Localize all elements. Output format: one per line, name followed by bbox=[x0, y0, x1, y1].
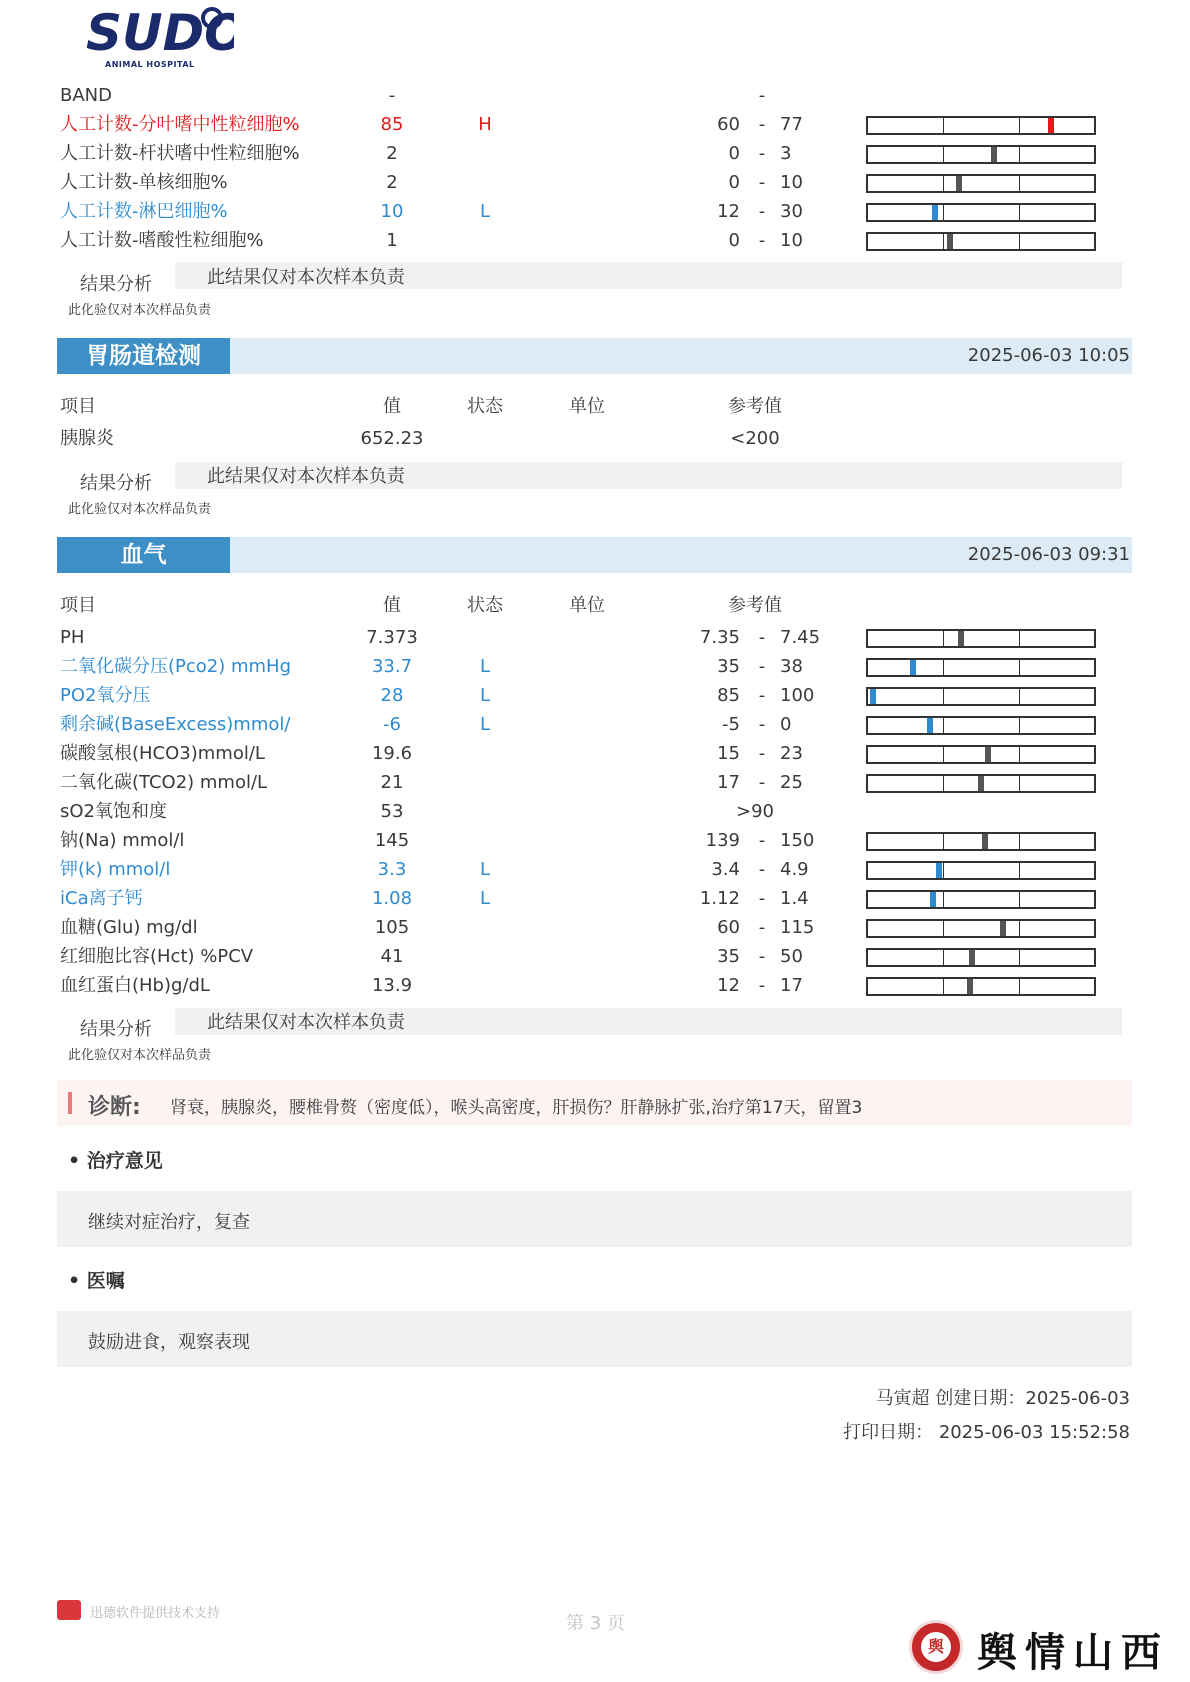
ref-sep: - bbox=[758, 85, 766, 106]
bloodgas-section-title: 血气 bbox=[57, 537, 230, 573]
ref-high: 10 bbox=[780, 230, 803, 251]
range-divider bbox=[943, 892, 944, 907]
bloodgas-header-value: 值 bbox=[383, 595, 401, 616]
range-indicator-bar bbox=[866, 919, 1096, 938]
ref-high: 77 bbox=[780, 114, 803, 135]
range-indicator-bar bbox=[866, 116, 1096, 135]
gi-analysis-text: 此结果仅对本次样本负责 bbox=[207, 466, 405, 487]
test-name: 人工计数-单核细胞% bbox=[60, 172, 228, 193]
test-name: BAND bbox=[60, 85, 112, 106]
range-divider bbox=[1019, 863, 1020, 878]
test-name: 血糖(Glu) mg/dl bbox=[60, 917, 198, 938]
diagnosis-accent-bar bbox=[68, 1092, 72, 1114]
test-value: 28 bbox=[380, 685, 404, 706]
range-indicator-bar bbox=[866, 232, 1096, 251]
range-divider bbox=[943, 660, 944, 675]
ref-high: 4.9 bbox=[780, 859, 809, 880]
range-indicator-bar bbox=[866, 890, 1096, 909]
test-value: 53 bbox=[380, 801, 404, 822]
ref-high: 23 bbox=[780, 743, 803, 764]
ref-high: 150 bbox=[780, 830, 815, 851]
gi-header-ref: 参考值 bbox=[728, 396, 782, 417]
creator-line: 马寅超 创建日期：2025-06-03 bbox=[875, 1388, 1130, 1409]
ref-low: 0 bbox=[728, 172, 740, 193]
ref-high: 38 bbox=[780, 656, 803, 677]
ref-sep: - bbox=[758, 114, 766, 135]
range-marker bbox=[936, 863, 942, 878]
test-name: 人工计数-嗜酸性粒细胞% bbox=[60, 230, 264, 251]
ref-low: 17 bbox=[717, 772, 740, 793]
test-value: 13.9 bbox=[371, 975, 413, 996]
ref-high: 7.45 bbox=[780, 627, 821, 648]
test-status: L bbox=[479, 656, 491, 677]
test-name: 剩余碱(BaseExcess)mmol/ bbox=[60, 714, 291, 735]
test-value: 1.08 bbox=[371, 888, 413, 909]
range-marker bbox=[967, 979, 973, 994]
ref-sep: - bbox=[758, 946, 766, 967]
gi-row-value: 652.23 bbox=[360, 428, 424, 449]
test-status: L bbox=[479, 888, 491, 909]
bloodgas-header-item: 项目 bbox=[60, 595, 96, 616]
range-divider bbox=[1019, 950, 1020, 965]
ref-low: 7.35 bbox=[699, 627, 740, 648]
range-divider bbox=[943, 689, 944, 704]
test-value: - bbox=[388, 85, 396, 106]
ref-low: 60 bbox=[717, 114, 740, 135]
test-value: 85 bbox=[380, 114, 404, 135]
advice-text: 鼓励进食，观察表现 bbox=[88, 1332, 250, 1353]
test-name: iCa离子钙 bbox=[60, 888, 143, 909]
ref-sep: - bbox=[758, 859, 766, 880]
range-divider bbox=[1019, 689, 1020, 704]
range-divider bbox=[1019, 631, 1020, 646]
gi-header-unit: 单位 bbox=[569, 396, 605, 417]
range-divider bbox=[1019, 118, 1020, 133]
range-marker bbox=[930, 892, 936, 907]
range-marker bbox=[958, 631, 964, 646]
ref-low: 1.12 bbox=[699, 888, 740, 909]
test-value: 3.3 bbox=[377, 859, 407, 880]
ref-low: 60 bbox=[717, 917, 740, 938]
brand-seal-inner: 舆 bbox=[921, 1632, 951, 1662]
range-marker bbox=[910, 660, 916, 675]
test-name: 人工计数-杆状嗜中性粒细胞% bbox=[60, 143, 300, 164]
ref-low: 0 bbox=[728, 143, 740, 164]
ref-sep: - bbox=[758, 830, 766, 851]
range-marker bbox=[978, 776, 984, 791]
cbc-note: 此化验仅对本次样品负责 bbox=[68, 303, 212, 318]
bloodgas-note: 此化验仅对本次样品负责 bbox=[68, 1048, 212, 1063]
advice-heading-text: 医嘱 bbox=[86, 1270, 125, 1292]
range-divider bbox=[943, 863, 944, 878]
treatment-text: 继续对症治疗，复查 bbox=[88, 1212, 250, 1233]
ref-sep: - bbox=[758, 627, 766, 648]
ref-high: 10 bbox=[780, 172, 803, 193]
print-date-line: 打印日期： 2025-06-03 15:52:58 bbox=[843, 1422, 1130, 1443]
range-indicator-bar bbox=[866, 716, 1096, 735]
test-name: 红细胞比容(Hct) %PCV bbox=[60, 946, 254, 967]
test-status: L bbox=[479, 859, 491, 880]
ref-high: 25 bbox=[780, 772, 803, 793]
range-divider bbox=[943, 747, 944, 762]
ref-high: 1.4 bbox=[780, 888, 809, 909]
ref-high: 3 bbox=[780, 143, 792, 164]
range-marker bbox=[982, 834, 988, 849]
treatment-heading: • 治疗意见 bbox=[68, 1150, 163, 1172]
ref-low: 85 bbox=[717, 685, 740, 706]
test-status: L bbox=[479, 685, 491, 706]
range-divider bbox=[1019, 747, 1020, 762]
brand-watermark: 舆情山西 bbox=[977, 1629, 1169, 1676]
test-value: 145 bbox=[374, 830, 410, 851]
test-value: 2 bbox=[386, 172, 398, 193]
bloodgas-analysis-text: 此结果仅对本次样本负责 bbox=[207, 1012, 405, 1033]
ref-high: 115 bbox=[780, 917, 815, 938]
test-name: PO2氧分压 bbox=[60, 685, 151, 706]
range-divider bbox=[943, 718, 944, 733]
ref-sep: - bbox=[758, 172, 766, 193]
range-divider bbox=[943, 118, 944, 133]
bloodgas-analysis-label: 结果分析 bbox=[80, 1019, 152, 1040]
ref-sep: - bbox=[758, 772, 766, 793]
bloodgas-header-status: 状态 bbox=[467, 595, 503, 616]
logo-subtitle: ANIMAL HOSPITAL bbox=[105, 60, 195, 69]
ref-single: >90 bbox=[736, 801, 774, 822]
test-name: 二氧化碳分压(Pco2) mmHg bbox=[60, 656, 292, 677]
ref-low: 0 bbox=[728, 230, 740, 251]
gi-row-name: 胰腺炎 bbox=[60, 428, 114, 449]
test-name: 血红蛋白(Hb)g/dL bbox=[60, 975, 210, 996]
range-marker bbox=[947, 234, 953, 249]
ref-high: 50 bbox=[780, 946, 803, 967]
range-divider bbox=[1019, 776, 1020, 791]
ref-low: 3.4 bbox=[711, 859, 740, 880]
ref-low: 35 bbox=[717, 656, 740, 677]
treatment-heading-text: 治疗意见 bbox=[86, 1150, 163, 1172]
range-divider bbox=[943, 979, 944, 994]
range-divider bbox=[943, 234, 944, 249]
range-marker bbox=[956, 176, 962, 191]
test-name: sO2氧饱和度 bbox=[60, 801, 167, 822]
gi-header-value: 值 bbox=[383, 396, 401, 417]
range-marker bbox=[985, 747, 991, 762]
ref-sep: - bbox=[758, 975, 766, 996]
ref-sep: - bbox=[758, 656, 766, 677]
cbc-analysis-text: 此结果仅对本次样本负责 bbox=[207, 267, 405, 288]
range-indicator-bar bbox=[866, 774, 1096, 793]
ref-low: 12 bbox=[717, 975, 740, 996]
ref-low: 12 bbox=[717, 201, 740, 222]
test-value: 105 bbox=[374, 917, 410, 938]
range-indicator-bar bbox=[866, 145, 1096, 164]
test-value: 2 bbox=[386, 143, 398, 164]
advice-heading: • 医嘱 bbox=[68, 1270, 125, 1292]
ref-high: 30 bbox=[780, 201, 803, 222]
range-divider bbox=[943, 834, 944, 849]
gi-header-status: 状态 bbox=[467, 396, 503, 417]
range-marker bbox=[1000, 921, 1006, 936]
gi-analysis-label: 结果分析 bbox=[80, 473, 152, 494]
range-indicator-bar bbox=[866, 977, 1096, 996]
range-divider bbox=[943, 776, 944, 791]
test-value: 10 bbox=[380, 201, 404, 222]
range-indicator-bar bbox=[866, 174, 1096, 193]
range-indicator-bar bbox=[866, 832, 1096, 851]
range-divider bbox=[1019, 176, 1020, 191]
range-marker bbox=[969, 950, 975, 965]
test-name: 人工计数-淋巴细胞% bbox=[60, 201, 228, 222]
page-number: 第 3 页 bbox=[566, 1613, 625, 1634]
ref-low: 15 bbox=[717, 743, 740, 764]
test-name: 人工计数-分叶嗜中性粒细胞% bbox=[60, 114, 300, 135]
test-name: 二氧化碳(TCO2) mmol/L bbox=[60, 772, 268, 793]
test-name: PH bbox=[60, 627, 85, 648]
logo-wordmark: SUDO bbox=[86, 4, 234, 62]
range-divider bbox=[943, 631, 944, 646]
range-marker bbox=[927, 718, 933, 733]
ref-high: 17 bbox=[780, 975, 803, 996]
range-divider bbox=[943, 147, 944, 162]
ref-low: -5 bbox=[722, 714, 740, 735]
gi-section-datetime: 2025-06-03 10:05 bbox=[967, 345, 1130, 366]
ref-sep: - bbox=[758, 143, 766, 164]
bloodgas-section-datetime: 2025-06-03 09:31 bbox=[967, 544, 1130, 565]
test-value: 41 bbox=[380, 946, 404, 967]
ref-sep: - bbox=[758, 917, 766, 938]
range-divider bbox=[943, 205, 944, 220]
test-name: 钾(k) mmol/l bbox=[60, 859, 171, 880]
range-indicator-bar bbox=[866, 948, 1096, 967]
range-divider bbox=[1019, 147, 1020, 162]
range-indicator-bar bbox=[866, 687, 1096, 706]
range-indicator-bar bbox=[866, 861, 1096, 880]
ref-sep: - bbox=[758, 714, 766, 735]
range-divider bbox=[1019, 979, 1020, 994]
test-status: L bbox=[479, 714, 491, 735]
test-name: 钠(Na) mmol/l bbox=[60, 830, 185, 851]
support-text: 迅德软件提供技术支持 bbox=[90, 1606, 221, 1621]
range-divider bbox=[1019, 834, 1020, 849]
range-divider bbox=[1019, 234, 1020, 249]
ref-low: 139 bbox=[705, 830, 740, 851]
gi-note: 此化验仅对本次样品负责 bbox=[68, 502, 212, 517]
ref-low: 35 bbox=[717, 946, 740, 967]
ref-high: 0 bbox=[780, 714, 792, 735]
range-divider bbox=[1019, 205, 1020, 220]
range-indicator-bar bbox=[866, 658, 1096, 677]
range-divider bbox=[1019, 892, 1020, 907]
diagnosis-label: 诊断: bbox=[88, 1095, 141, 1120]
range-divider bbox=[1019, 718, 1020, 733]
test-value: 21 bbox=[380, 772, 404, 793]
bloodgas-header-ref: 参考值 bbox=[728, 595, 782, 616]
test-status: L bbox=[479, 201, 491, 222]
test-value: 19.6 bbox=[371, 743, 413, 764]
range-indicator-bar bbox=[866, 629, 1096, 648]
ref-sep: - bbox=[758, 230, 766, 251]
range-divider bbox=[1019, 921, 1020, 936]
range-indicator-bar bbox=[866, 203, 1096, 222]
test-value: 33.7 bbox=[371, 656, 413, 677]
bloodgas-header-unit: 单位 bbox=[569, 595, 605, 616]
test-value: 7.373 bbox=[366, 627, 418, 648]
range-divider bbox=[943, 950, 944, 965]
test-name: 碳酸氢根(HCO3)mmol/L bbox=[60, 743, 265, 764]
range-indicator-bar bbox=[866, 745, 1096, 764]
software-logo-icon bbox=[57, 1600, 81, 1620]
range-marker bbox=[932, 205, 938, 220]
range-marker bbox=[991, 147, 997, 162]
ref-sep: - bbox=[758, 888, 766, 909]
range-divider bbox=[943, 921, 944, 936]
gi-row-ref: <200 bbox=[730, 428, 780, 449]
range-divider bbox=[1019, 660, 1020, 675]
range-marker bbox=[870, 689, 876, 704]
ref-high: 100 bbox=[780, 685, 815, 706]
ref-sep: - bbox=[758, 743, 766, 764]
diagnosis-text: 肾衰，胰腺炎，腰椎骨赘（密度低），喉头高密度，肝损伤？肝静脉扩张,治疗第17天，留置3 bbox=[170, 1098, 863, 1118]
gi-header-item: 项目 bbox=[60, 396, 96, 417]
test-value: -6 bbox=[383, 714, 401, 735]
test-status: H bbox=[478, 114, 492, 135]
cbc-analysis-label: 结果分析 bbox=[80, 274, 152, 295]
ref-sep: - bbox=[758, 685, 766, 706]
gi-section-title: 胃肠道检测 bbox=[57, 338, 230, 374]
range-divider bbox=[943, 176, 944, 191]
ref-sep: - bbox=[758, 201, 766, 222]
range-marker bbox=[1048, 118, 1054, 133]
test-value: 1 bbox=[386, 230, 398, 251]
